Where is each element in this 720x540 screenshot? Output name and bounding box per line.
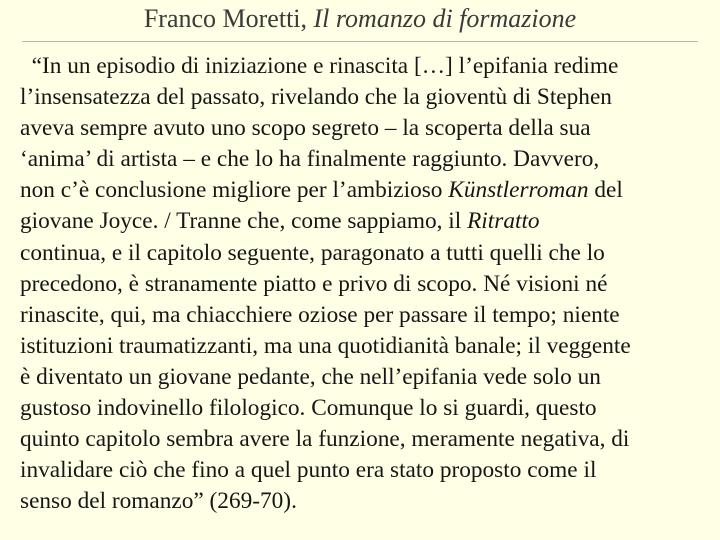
title-work: Il romanzo di formazione — [313, 4, 577, 33]
slide-title — [0, 4, 720, 34]
quote-line-6: giovane Joyce. / Tranne che, come sappiamo, il Ritratto — [20, 208, 540, 235]
quote-line-9: rinascite, qui, ma chiacchiere oziose per passare il tempo; niente — [20, 301, 620, 328]
quote-line-13: quinto capitolo sembra avere la funzione, meramente negativa, di — [20, 426, 630, 453]
quote-line-5: non c’è conclusione migliore per l’ambizioso Künstlerroman del — [20, 177, 623, 204]
quote-line-4: ‘anima’ di artista – e che lo ha finalmente raggiunto. Davvero, — [20, 146, 600, 173]
quote-line-1: “In un episodio di iniziazione e rinascita […] l’epifania redime — [20, 53, 619, 79]
quote-line-11: è diventato un giovane pedante, che nell’epifania vede solo un — [20, 363, 601, 390]
quote-line-12: gustoso indovinello filologico. Comunque lo si guardi, questo — [20, 395, 597, 422]
quote-line-10: istituzioni traumatizzanti, ma una quotidianità banale; il veggente — [20, 332, 631, 359]
italic-ritratto: Ritratto — [467, 208, 540, 235]
italic-kunstlerroman: Künstlerroman — [448, 177, 589, 204]
quote-text — [20, 51, 704, 517]
quote-line-2: l’insensatezza del passato, rivelando che la gioventù di Stephen — [20, 84, 612, 111]
title-divider — [22, 41, 698, 42]
quote-line-14: invalidare ciò che fino a quel punto era stato proposto come il — [20, 457, 597, 484]
quote-line-3: aveva sempre avuto uno scopo segreto – la scoperta della sua — [20, 115, 591, 142]
quote-line-8: precedono, è stranamente piatto e privo di scopo. Né visioni né — [20, 270, 608, 297]
quote-line-15: senso del romanzo” (269-70). — [20, 488, 297, 515]
quote-line-7: continua, e il capitolo seguente, paragonato a tutti quelli che lo — [20, 239, 605, 266]
title-author: Franco Moretti, — [143, 4, 314, 33]
